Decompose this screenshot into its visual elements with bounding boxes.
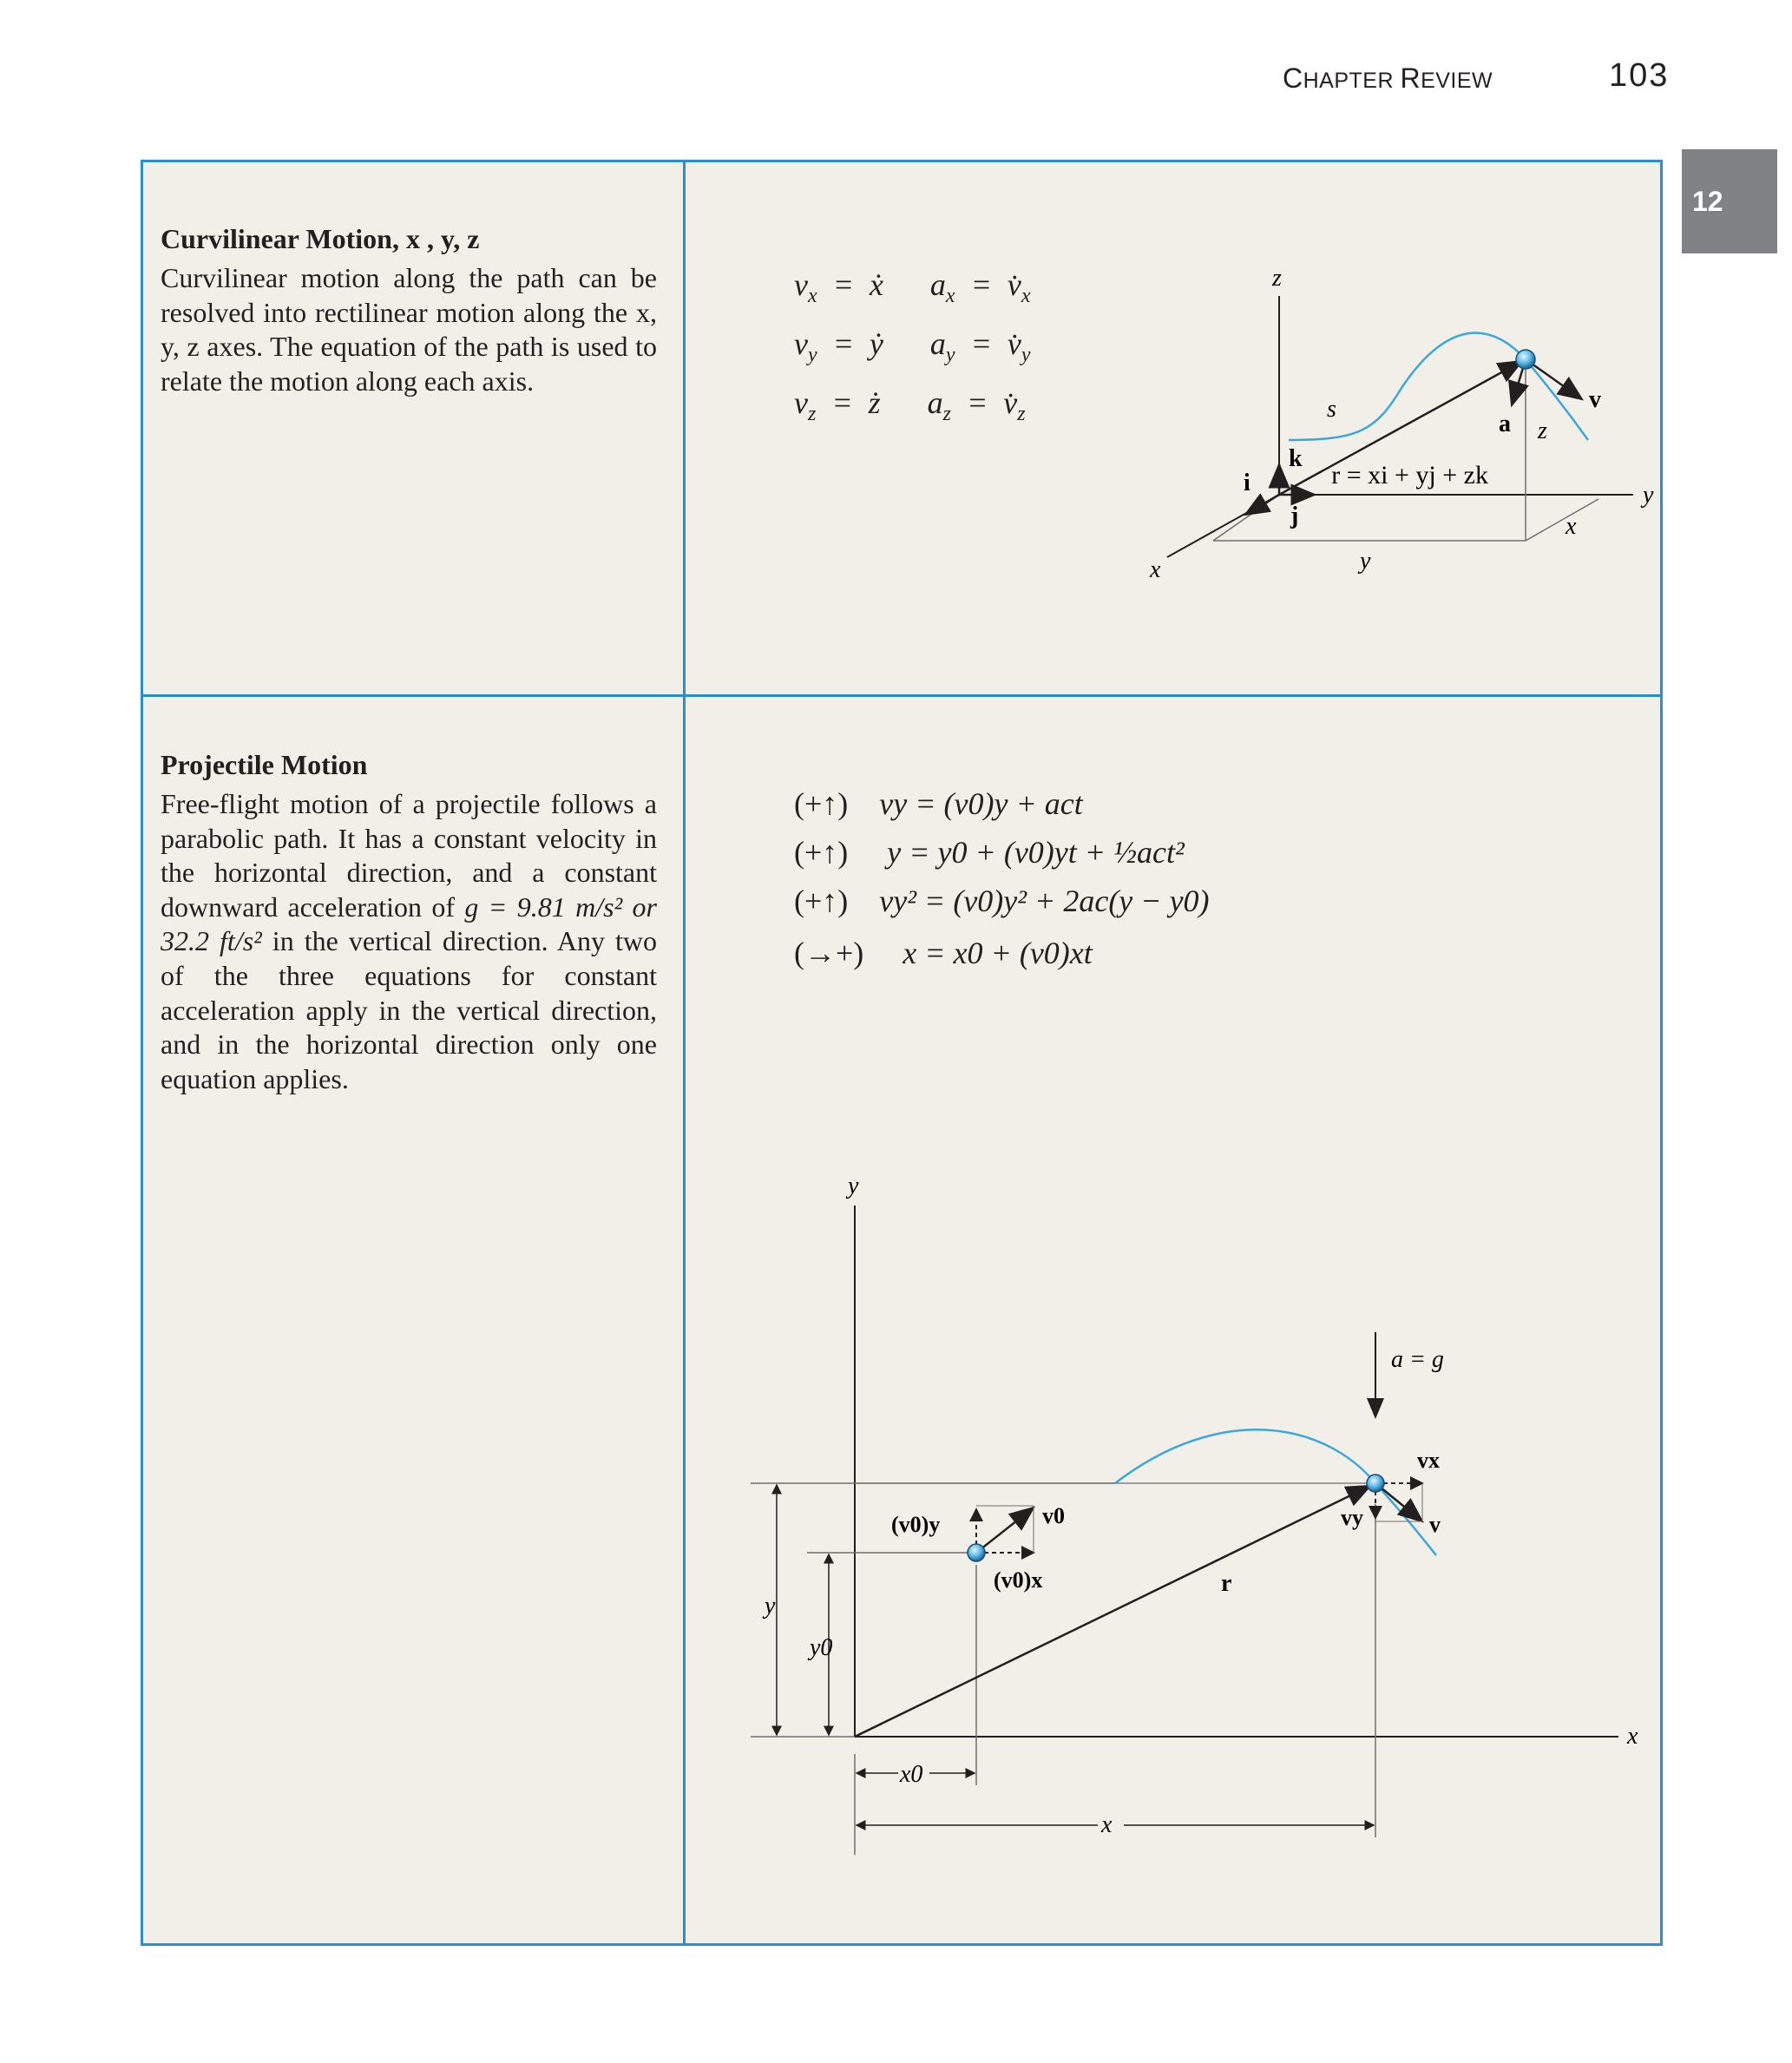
running-head: [1283, 62, 1493, 95]
projectile-equation-4: (→+) x = x0 + (v0)xt: [794, 936, 1093, 970]
projectile-initial: [968, 1544, 985, 1561]
svg-text:y: y: [1643, 482, 1654, 509]
row-divider: [143, 694, 1660, 697]
svg-text:z: z: [1538, 417, 1547, 444]
section-body-projectile: Free-flight motion of a projectile follows a parabolic path. It has a constant velocity in the horizontal direction, and a constant downward acceleration of g = 9.81 m/s² or 32.2 ft/s² in the vertical direction. Any two of the three equations for constant acceleration apply in the vertical direction, and in the horizontal direction only one equation applies.: [161, 788, 658, 1094]
svg-text:v0: v0: [1042, 1503, 1065, 1528]
svg-text:s: s: [1327, 396, 1336, 423]
svg-text:vx: vx: [1417, 1448, 1440, 1473]
running-head-chapter: HAPTER: [1303, 69, 1401, 93]
svg-text:x: x: [1566, 513, 1577, 540]
svg-text:(v0)y: (v0)y: [891, 1512, 941, 1537]
svg-text:z: z: [1272, 265, 1282, 292]
svg-text:v: v: [1589, 386, 1601, 413]
svg-text:k: k: [1289, 445, 1303, 472]
projectile-figure: [733, 1160, 1636, 1855]
particle: [1516, 350, 1535, 369]
equation-row-y: $v_y$ = ẏ $a_y$ = $v̇_y$: [794, 326, 1031, 367]
svg-text:y: y: [765, 1593, 776, 1620]
review-table: [141, 160, 1663, 1946]
svg-text:x: x: [1101, 1811, 1113, 1838]
svg-text:j: j: [1290, 503, 1299, 529]
svg-text:i: i: [1244, 470, 1250, 496]
curvilinear-figure: [1115, 258, 1792, 666]
projectile-current: [1367, 1475, 1384, 1492]
svg-text:(v0)x: (v0)x: [994, 1567, 1043, 1593]
running-head-cap-r: R: [1400, 62, 1421, 94]
svg-text:y0: y0: [810, 1634, 833, 1661]
equation-row-z: $v_z$ = ż $a_z$ = $v̇_z$: [794, 385, 1026, 426]
page-number: 103: [1609, 57, 1670, 94]
running-head-cap-c: C: [1283, 62, 1303, 94]
svg-text:vy: vy: [1341, 1505, 1363, 1530]
svg-text:x: x: [1150, 556, 1161, 583]
running-head-review: EVIEW: [1421, 69, 1493, 93]
svg-text:a: a: [1499, 411, 1511, 437]
svg-text:r: r: [1221, 1570, 1232, 1597]
section-title-projectile: Projectile Motion: [161, 749, 368, 780]
chapter-tab: 12: [1682, 149, 1777, 253]
svg-text:x0: x0: [900, 1761, 923, 1788]
svg-text:r = xi + yj + zk: r = xi + yj + zk: [1331, 461, 1488, 489]
column-divider: [683, 162, 686, 1943]
svg-text:x: x: [1627, 1723, 1638, 1750]
svg-text:v: v: [1429, 1512, 1441, 1537]
svg-text:y: y: [848, 1173, 859, 1199]
svg-text:a = g: a = g: [1391, 1346, 1444, 1373]
equation-row-x: $v_x$ = ẋ $a_x$ = $v̇_x$: [794, 267, 1031, 308]
projectile-equation-1: (+↑) vy = (v0)y + act: [794, 786, 1083, 821]
section-body-curvilinear: Curvilinear motion along the path can be resolved into rectilinear motion along the x, y, z axes. The equation of the path is used to relate the motion along each axis.: [161, 262, 657, 397]
projectile-equation-3: (+↑) vy² = (v0)y² + 2ac(y − y0): [794, 884, 1210, 918]
projectile-equation-2: (+↑) y = y0 + (v0)yt + ½act²: [794, 835, 1185, 870]
svg-text:y: y: [1360, 548, 1371, 575]
section-title-curvilinear: Curvilinear Motion, x , y, z: [161, 223, 480, 254]
